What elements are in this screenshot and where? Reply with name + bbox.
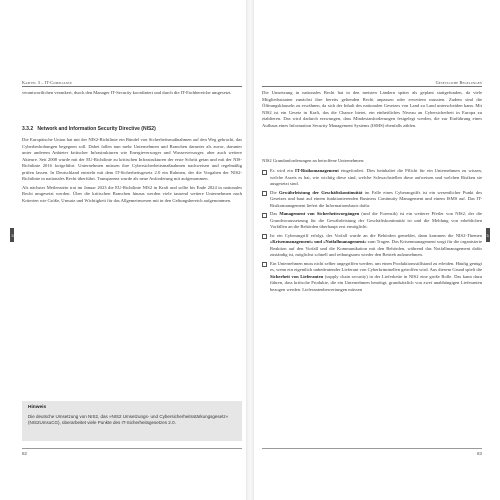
page-number-left: 82 — [22, 451, 28, 456]
top-paragraph — [262, 90, 482, 131]
checkbox-bullet-icon — [262, 170, 267, 175]
list-item: Das Management von Sicherheitsvorgängen (und die Forensik) ist ein weiterer Pfeiler von NIS2, der die Grundvoraussetzung für die Gewährleistung der Geschäftskontinuität ist und die Meldung von erheblichen Vorfällen an die Behörden überhaupt erst ermöglicht. — [262, 211, 482, 231]
list-item: Ein Unternehmen muss nicht selber angegriffen werden, um einen Produktionsstillstand zu erleiden. Häufig genügt es, wenn ein eigentlich unbedeutender Lieferant von Cyberkriminellen getroffen wird. Aus diesem Grund spielt die Sicherheit von Lieferanten (supply chain security) in der Lieferkette in NIS2 eine große Rolle. Das kann dazu führen, dass kritische Produkte, die ein Unternehmen benötigt, grundsätzlich von zwei unabhängigen Lieferanten bezogen werden. Lieferantenbewertungen müssen — [262, 261, 482, 294]
page-footer-rule — [22, 448, 242, 456]
hint-title: Hinweis — [28, 405, 47, 410]
list-item: Die Gewährleistung der Geschäftskontinuität im Falle eines Cyberangriffs ist ein wesentlicher Punkt des Gesetzes und baut auf einem funktionierenden Business Continuity Management und einem ISMS auf. Das IT-Risikomanagement liefert die Informationsbasis dafür. — [262, 190, 482, 210]
running-head-right: Gesetzliche Regelungen — [262, 80, 482, 87]
list-item: Ist ein Cyberangriff erfolgt, der Vorfall wurde an die Behörden gemeldet, dann kommen die NIS2-Themen »Krisenmanagement« und »Notfallmanagement« zum Tragen. Das Krisenmanagement sorgt für die organisierte Reaktion auf den Vorfall und die Kommunikation mit den Behörden, während das Notfallmanagement dafür zuständig ist, möglichst schnell und reibungsarm wieder den Betrieb aufzunehmen. — [262, 233, 482, 259]
checkbox-bullet-icon — [262, 262, 267, 267]
section-number: 3.3.2 — [22, 126, 34, 132]
chapter-edge-tab-left: 3 — [10, 228, 15, 242]
paragraph: verantwortlichen verankert, durch den Manager IT-Security koordiniert und durch die IT-Fachbereiche umgesetzt. — [22, 90, 232, 95]
left-page — [14, 0, 246, 500]
hint-box — [22, 401, 242, 441]
chapter-edge-tab-right: 3 — [485, 228, 490, 242]
checkbox-bullet-icon — [262, 213, 267, 218]
intro-paragraph — [22, 90, 242, 99]
hint-text: Die deutsche Umsetzung von NIS2, das »NIS2 Umsetzungs- und Cybersicherheitsstärkungsgesetz« (NIS2UmsuCG), überarbeitet viele Punkte des IT-Sicherheitsgesetzes 2.0. — [28, 414, 229, 426]
checkbox-bullet-icon — [262, 234, 267, 239]
list-item: Es wird ein IT-Risikomanagement eingefordert. Dies beinhaltet die Pflicht für ein Unternehmen zu wissen, welche Assets es hat, wie wichtig diese sind, welche Schwachstellen diese aufweisen und welchen Risiken sie ausgesetzt sind. — [262, 168, 482, 188]
requirements-list — [262, 168, 482, 295]
right-page — [254, 0, 486, 500]
section-body — [22, 137, 242, 206]
page-footer-rule — [262, 448, 482, 456]
book-gutter — [246, 0, 254, 500]
paragraph: Die Umsetzung in nationales Recht hat in den meisten Ländern später als geplant stattgefunden, da viele Mitgliedsstaaten zunächst ihre bereits geltenden Recht anpassen oder erweitern mussten. Zudem sind die Öffnungsklauseln zu erwähnen, da sich der Inhalt des nationalen Gesetzes von Land zu Land unterscheiden kann. Mit NIS2 ist ein Gesetz in Kraft, das die Chance bietet, ein einheitliches Niveau an Cybersicherheit in Europa zu etablieren. Das wird dadurch erzwungen, dass Mindestanforderungen festgelegt werden, die zur Einführung eines Aufbaus eines Information Security Management Systems (ISMS) ebenfalls zählen. — [262, 90, 482, 128]
checkbox-bullet-icon — [262, 191, 267, 196]
page-number-right: 83 — [476, 451, 482, 456]
list-intro: NIS2 Grundanforderungen an betroffene Unternehmen: — [262, 158, 365, 163]
paragraph: Als nächster Meilenstein trat im Januar 2023 die EU-Richtlinie NIS2 in Kraft und sollte bis Ende 2024 in nationales Recht umgesetzt werden. Über die kritischen Branchen hinaus werden viele tausend weitere Unternehmen nach Kriterien wie Größe, Umsatz und Wichtigkeit für das Allgemeinwesen mit in den Geltungsbereich aufgenommen. — [22, 184, 242, 203]
section-title: Network and Information Security Directive (NIS2) — [37, 126, 156, 132]
paragraph: Die Europäische Union hat mit der NIS2-Richtlinie ein Bündel von Sicherheitsmaßnahmen auf den Weg gebracht, das Cyberbedrohungen begegnen soll. Dabei fallen nun mehr Unternehmen und Branchen darunter als zuvor, darunter unter anderem Anbieter kritischer Infrastrukturen wie Energieversorger und Wasserversorger, aber auch weitere Akteure. Seit 2008 wurde mit der EU-Richtlinie zu kritischen Infrastrukturen der erste Schritt getan und mit der NIS-Richtlinie 2016 fortgeführt. Unternehmen müssen ihre Cybersicherheitsmaßnahmen nachweisen und regelmäßig prüfen lassen. In Deutschland entsteht mit dem IT-Sicherheitsgesetz 2.0 ein Rahmen, der die Vorgaben der NIS2-Richtlinie in nationales Recht überführt. Transparenz wurde als neue Anforderung mit aufgenommen. — [22, 137, 242, 181]
running-head-left: Kapitel 3 – IT-Compliance — [22, 80, 242, 87]
section-heading — [22, 126, 242, 132]
